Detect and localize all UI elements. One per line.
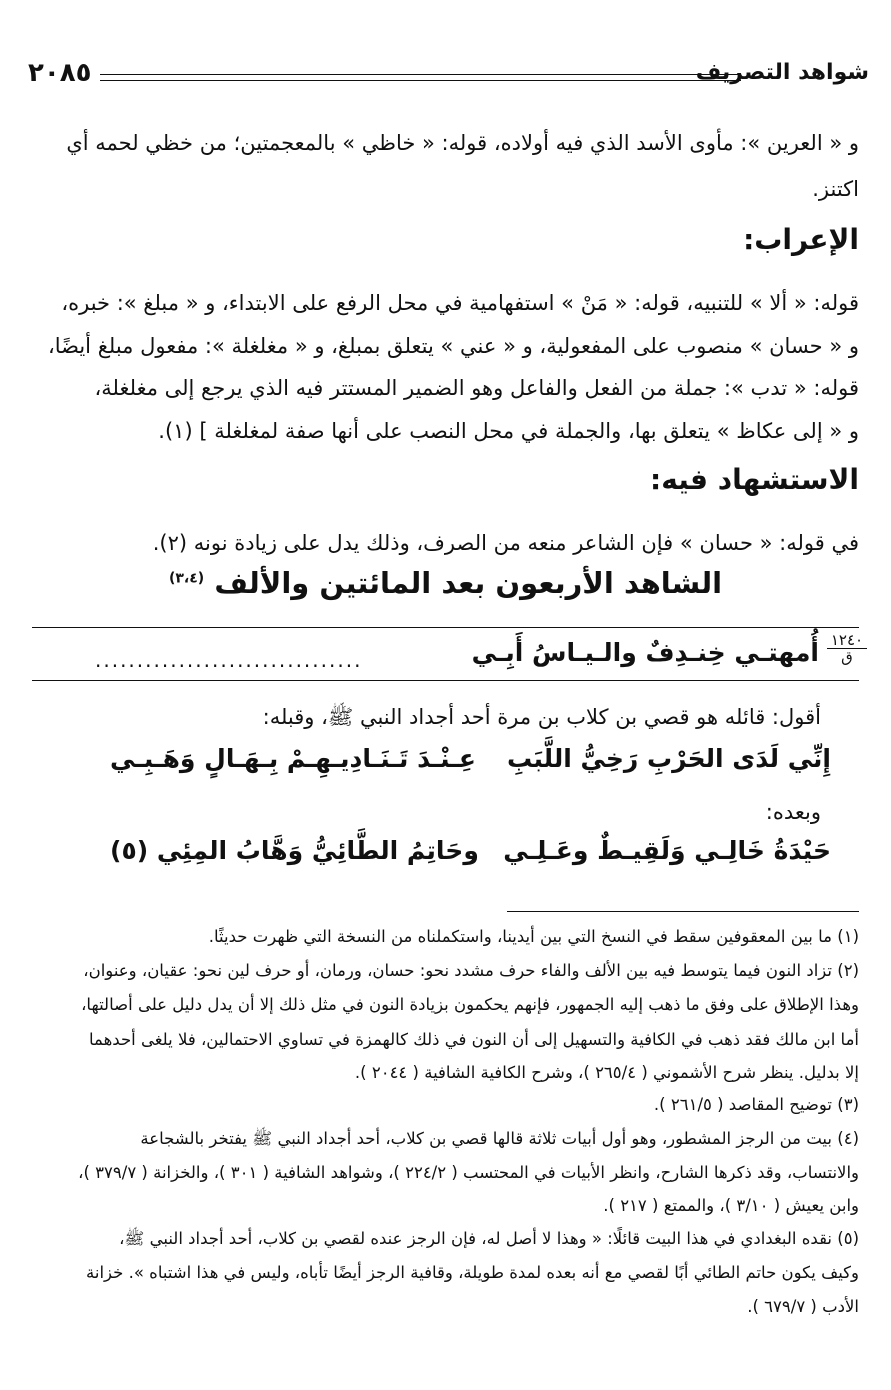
footnote-4-line-3: وابن يعيش ( ٣/١٠ )، والممتع ( ٢١٧ ). bbox=[603, 1196, 859, 1215]
preceding-verse-second-hemistich: عِـنْـدَ تَـنَـادِيـهِـمْ بِـهَـالٍ وَهَـبِـي bbox=[110, 744, 476, 773]
verse-source-letter: ق bbox=[841, 648, 853, 666]
istishhad-heading: الاستشهاد فيه: bbox=[650, 463, 859, 496]
footnote-2-line-4: إلا بدليل. ينظر شرح الأشموني ( ٢٦٥/٤ )، وشرح الكافية الشافية ( ٢٠٤٤ ). bbox=[354, 1063, 859, 1082]
footnote-2-line-3: أما ابن مالك فقد ذهب في الكافية والتسهيل إلى أن النون في ذلك كالهمزة في تساوي الاحتمالين، فلا يلغى أحدهما bbox=[89, 1030, 859, 1049]
irab-line-2: و « حسان » منصوب على المفعولية، و « عني » يتعلق بمبلغ، و « مغلغلة »: مفعول مبلغ أيضًا، bbox=[47, 334, 859, 358]
header-rule-bottom bbox=[100, 80, 741, 81]
footnote-5-line-2: وكيف يكون حاتم الطائي أبًا لقصي مع أنه بعده لمدة طويلة، وقافية الرجز أيضًا تأباه، وليس في هذا اشتباه ». خزانة bbox=[86, 1263, 859, 1282]
irab-line-4: و « إلى عكاظ » يتعلق بها، والجملة في محل النصب على أنها صفة لمغلغلة ] (١). bbox=[158, 419, 859, 443]
intro-line-1: و « العرين »: مأوى الأسد الذي فيه أولاده، قوله: « خاظي » بالمعجمتين؛ من خظي لحمه أي bbox=[66, 131, 859, 155]
shahid-title-text: الشاهد الأربعون بعد المائتين والألف bbox=[214, 566, 723, 600]
footnote-4-line-1: (٤) بيت من الرجز المشطور، وهو أول أبيات ثلاثة قالها قصي بن كلاب، أحد أجداد النبي ﷺ يفتخر بالشجاعة bbox=[140, 1129, 859, 1148]
running-header-title: شواهد التصريف bbox=[695, 60, 869, 85]
irab-heading: الإعراب: bbox=[743, 223, 859, 256]
commentary-line-1: أقول: قائله هو قصي بن كلاب بن مرة أحد أجداد النبي ﷺ، وقبله: bbox=[262, 705, 821, 729]
header-rule-top bbox=[100, 74, 741, 75]
footnote-1: (١) ما بين المعقوفين سقط في النسخ التي بين أيدينا، واستكملناه من النسخة التي ظهرت حديثًا. bbox=[208, 927, 859, 946]
main-verse: أُمهتـي خِنـدِفٌ والـيـاسُ أَبِـي bbox=[471, 638, 819, 667]
irab-line-3: قوله: « تدب »: جملة من الفعل والفاعل وهو الضمير المستتر فيه الذي يرجع إلى مغلغلة، bbox=[94, 376, 859, 400]
footnote-2-line-2: وهذا الإطلاق على وفق ما ذهب إليه الجمهور، فإنهم يحكمون بزيادة النون في مثل ذلك إلا أن يدل دليل على أصالتها، bbox=[81, 995, 859, 1014]
preceding-verse-first-hemistich: إِنِّي لَدَى الحَرْبِ رَخِيُّ اللَّبَبِ bbox=[507, 744, 831, 773]
footnote-5-line-1: (٥) نقده البغدادي في هذا البيت قائلًا: « وهذا لا أصل له، فإن الرجز عنده لقصي بن كلاب، أحد أجداد النبي ﷺ، bbox=[119, 1229, 859, 1248]
footnote-separator bbox=[507, 911, 859, 912]
following-verse-second-hemistich: وحَاتِمُ الطَّائِيُّ وَهَّابُ المِئِي (٥) bbox=[110, 836, 479, 865]
footnote-4-line-2: والانتساب، وقد ذكرها الشارح، وانظر الأبيات في المحتسب ( ٢٢٤/٢ )، وشواهد الشافية ( ٣٠١ )، والخزانة ( ٣٧٩/٧ )، bbox=[78, 1163, 859, 1182]
shahid-rule-top bbox=[32, 627, 859, 628]
page-number: ٢٠٨٥ bbox=[28, 58, 92, 88]
shahid-title-footnote-ref: (٣،٤) bbox=[168, 570, 205, 587]
footnote-2-line-1: (٢) تزاد النون فيما يتوسط فيه بين الألف والفاء حرف مشدد نحو: حسان، ورمان، أو حرف لين نحو: عقيان، وعنوان، bbox=[83, 961, 859, 980]
intro-line-2: اكتنز. bbox=[812, 177, 859, 201]
irab-line-1: قوله: « ألا » للتنبيه، قوله: « مَنْ » استفهامية في محل الرفع على الابتداء، و « مبلغ »: خبره، bbox=[61, 291, 859, 315]
verse-missing-hemistich: ................................ bbox=[95, 648, 363, 672]
footnote-3: (٣) توضيح المقاصد ( ٢٦١/٥ ). bbox=[653, 1095, 859, 1114]
footnote-5-line-3: الأدب ( ٦٧٩/٧ ). bbox=[747, 1297, 859, 1316]
verse-number: ١٢٤٠ bbox=[827, 632, 867, 649]
verse-number-fraction bbox=[827, 632, 867, 665]
shahid-rule-bottom bbox=[32, 680, 859, 681]
following-verse-first-hemistich: حَيْدَةُ خَالِـي وَلَقِيـطٌ وعَـلِـي bbox=[503, 836, 831, 865]
after-label: وبعده: bbox=[765, 800, 821, 824]
istishhad-line: في قوله: « حسان » فإن الشاعر منعه من الصرف، وذلك يدل على زيادة نونه (٢). bbox=[152, 531, 859, 555]
shahid-title bbox=[0, 566, 891, 600]
